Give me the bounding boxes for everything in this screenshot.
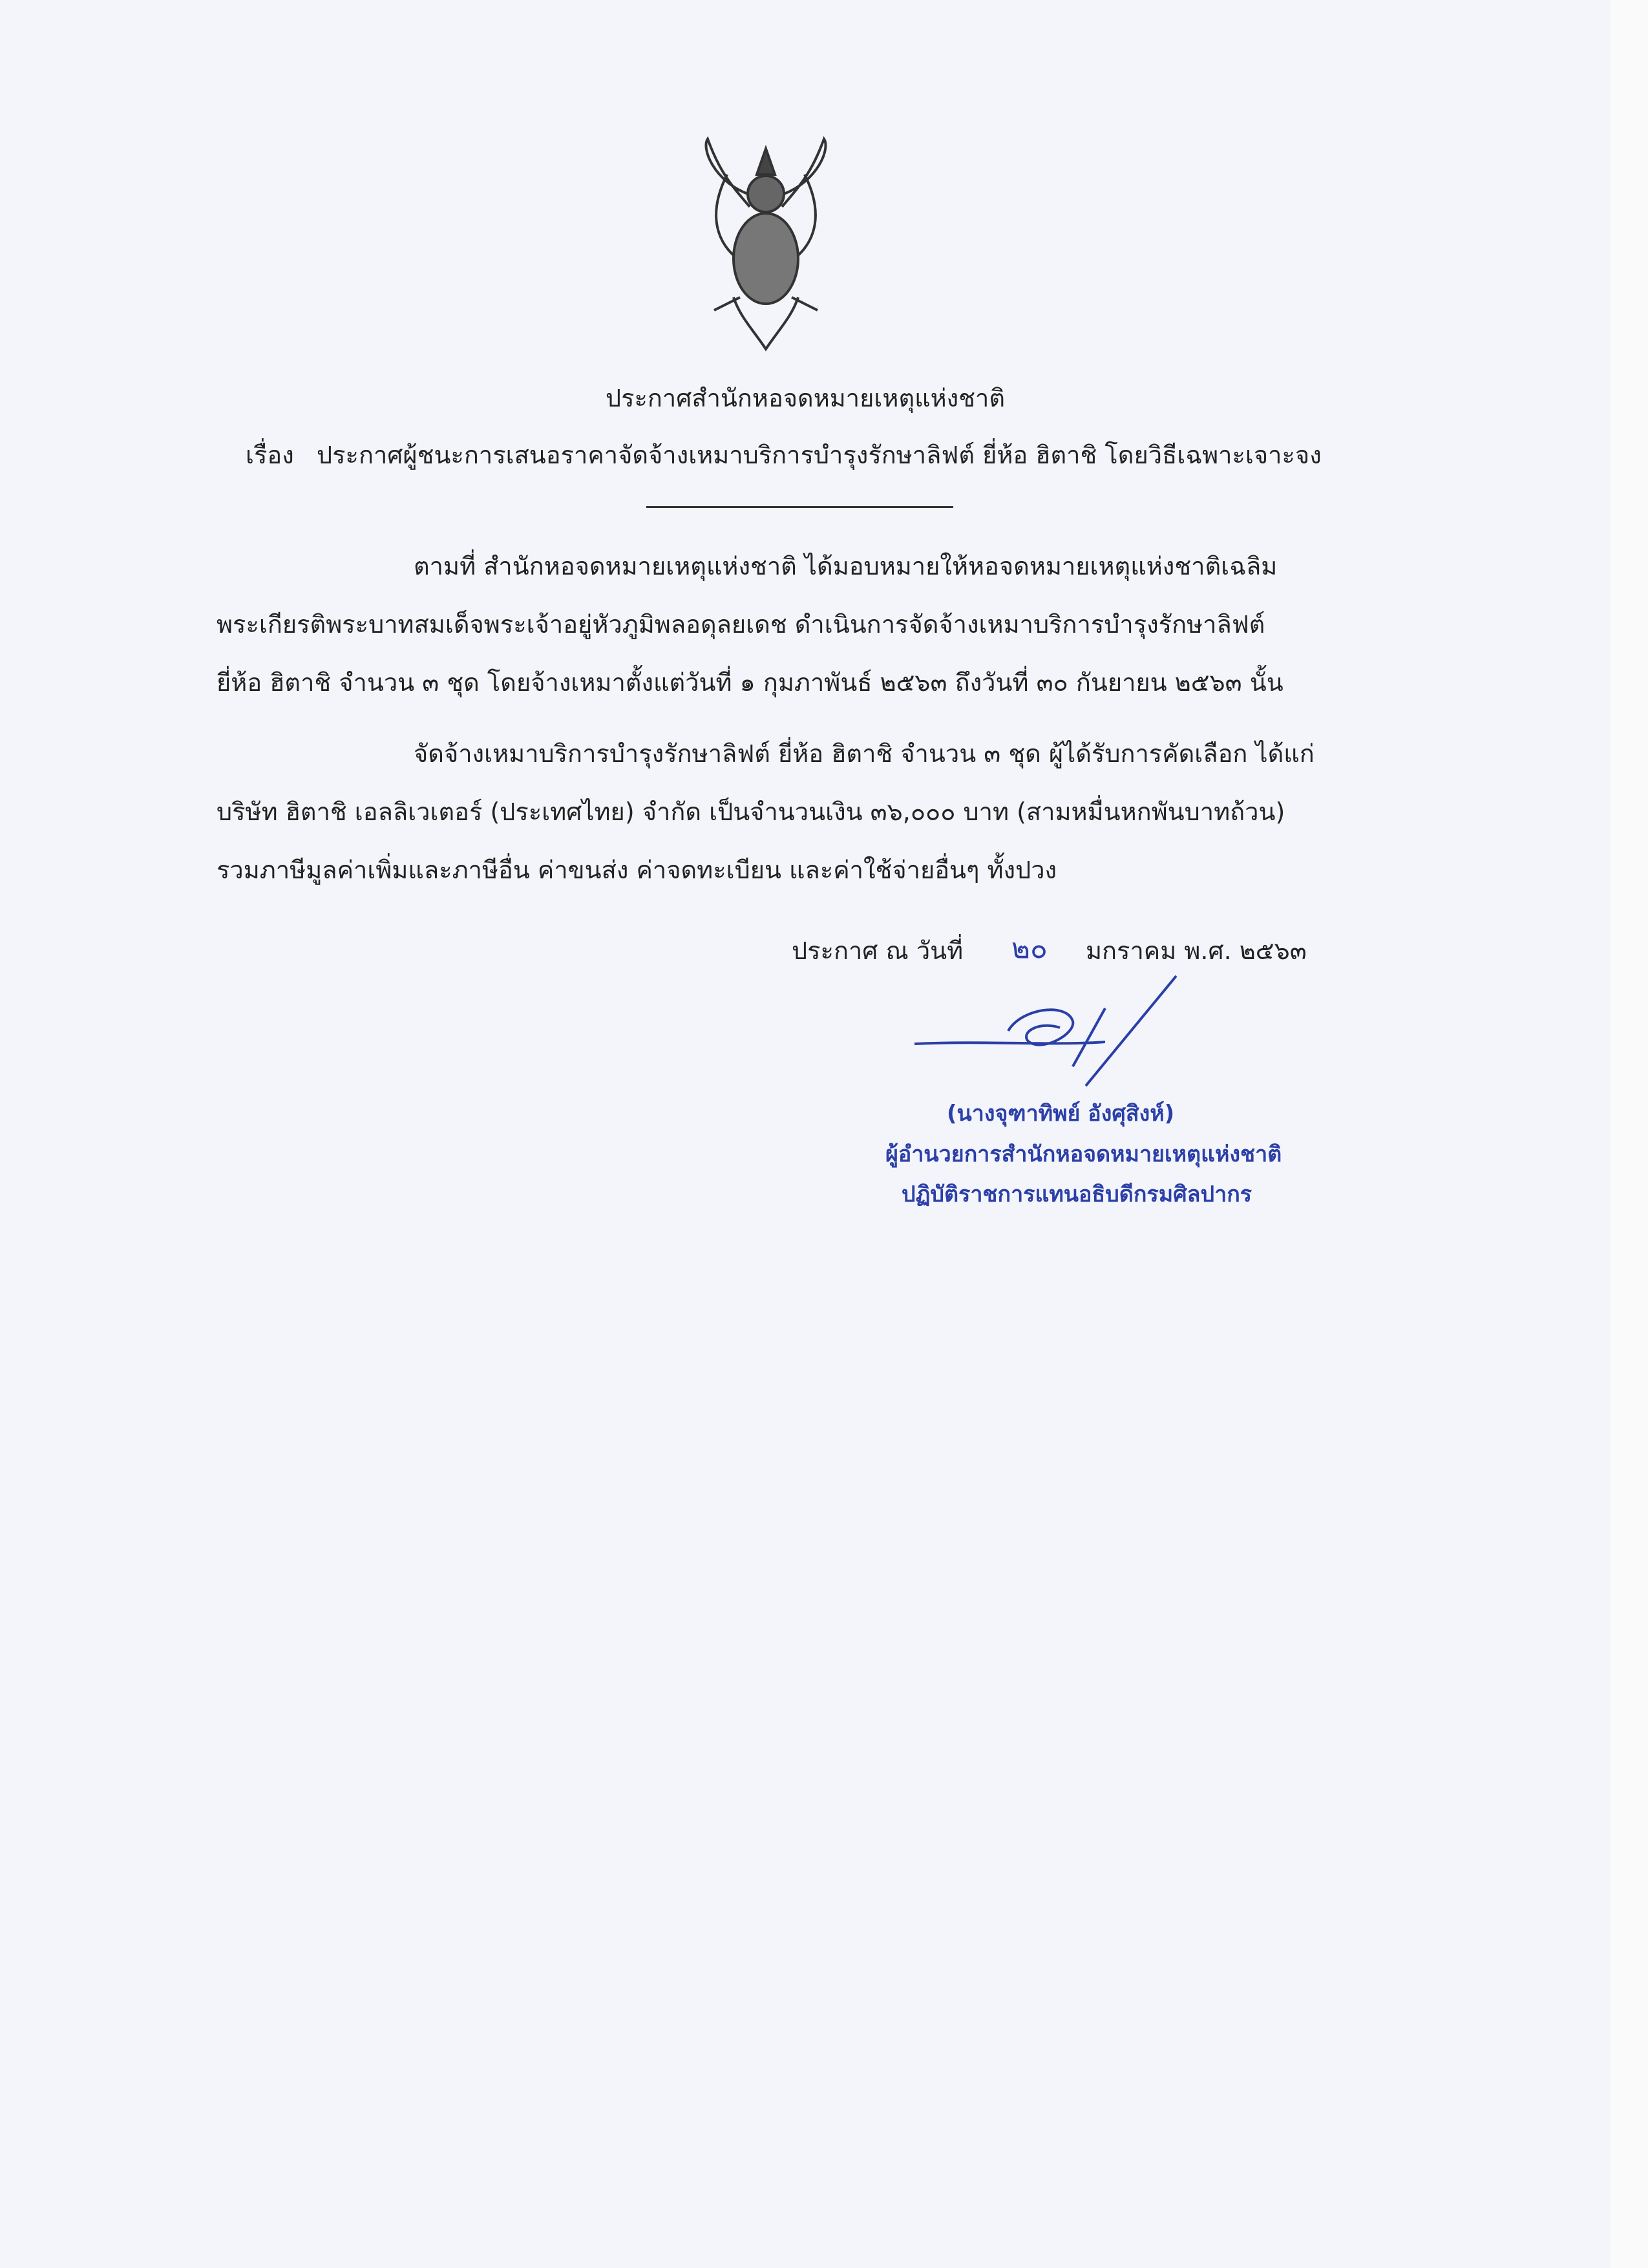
date-prefix: ประกาศ ณ วันที่ <box>792 937 964 965</box>
paragraph-2-line-1: จัดจ้างเหมาบริการบำรุงรักษาลิฟต์ ยี่ห้อ ฮิตาชิ จำนวน ๓ ชุด ผู้ได้รับการคัดเลือก ได้แก่ <box>414 739 1315 768</box>
date-rest: มกราคม พ.ศ. ๒๕๖๓ <box>1086 937 1307 965</box>
garuda-emblem-icon <box>688 136 843 355</box>
signatory-position: ผู้อำนวยการสำนักหอจดหมายเหตุแห่งชาติ <box>885 1141 1282 1167</box>
signatory-acting: ปฏิบัติราชการแทนอธิบดีกรมศิลปากร <box>902 1182 1252 1207</box>
paragraph-2-line-2: บริษัท ฮิตาชิ เอลลิเวเตอร์ (ประเทศไทย) จำกัด เป็นจำนวนเงิน ๓๖,๐๐๐ บาท (สามหมื่นหกพันบาทถ้วน) <box>217 798 1285 826</box>
date-day-handwritten: ๒๐ <box>1011 932 1048 965</box>
paragraph-2-line-3: รวมภาษีมูลค่าเพิ่มและภาษีอื่น ค่าขนส่ง ค่าจดทะเบียน และค่าใช้จ่ายอื่นๆ ทั้งปวง <box>217 856 1057 884</box>
subject-label: เรื่อง <box>246 441 294 469</box>
paragraph-1-line-3: ยี่ห้อ ฮิตาชิ จำนวน ๓ ชุด โดยจ้างเหมาตั้งแต่วันที่ ๑ กุมภาพันธ์ ๒๕๖๓ ถึงวันที่ ๓๐ กันยายน ๒๕๖๓ นั้น <box>217 668 1284 697</box>
title-divider <box>646 506 953 508</box>
subject-text: ประกาศผู้ชนะการเสนอราคาจัดจ้างเหมาบริการบำรุงรักษาลิฟต์ ยี่ห้อ ฮิตาชิ โดยวิธีเฉพาะเจาะจง <box>317 441 1322 469</box>
paragraph-1-line-1: ตามที่ สำนักหอจดหมายเหตุแห่งชาติ ได้มอบหมายให้หอจดหมายเหตุแห่งชาติเฉลิม <box>414 552 1278 580</box>
handwritten-signature <box>911 970 1189 1092</box>
scan-edge <box>1611 0 1648 2268</box>
signatory-name: (นางจุฑาทิพย์ อังศุสิงห์) <box>947 1101 1175 1127</box>
agency-title: ประกาศสำนักหอจดหมายเหตุแห่งชาติ <box>605 384 1006 412</box>
paragraph-1-line-2: พระเกียรติพระบาทสมเด็จพระเจ้าอยู่หัวภูมิพลอดุลยเดช ดำเนินการจัดจ้างเหมาบริการบำรุงรักษาลิฟต์ <box>217 610 1265 639</box>
